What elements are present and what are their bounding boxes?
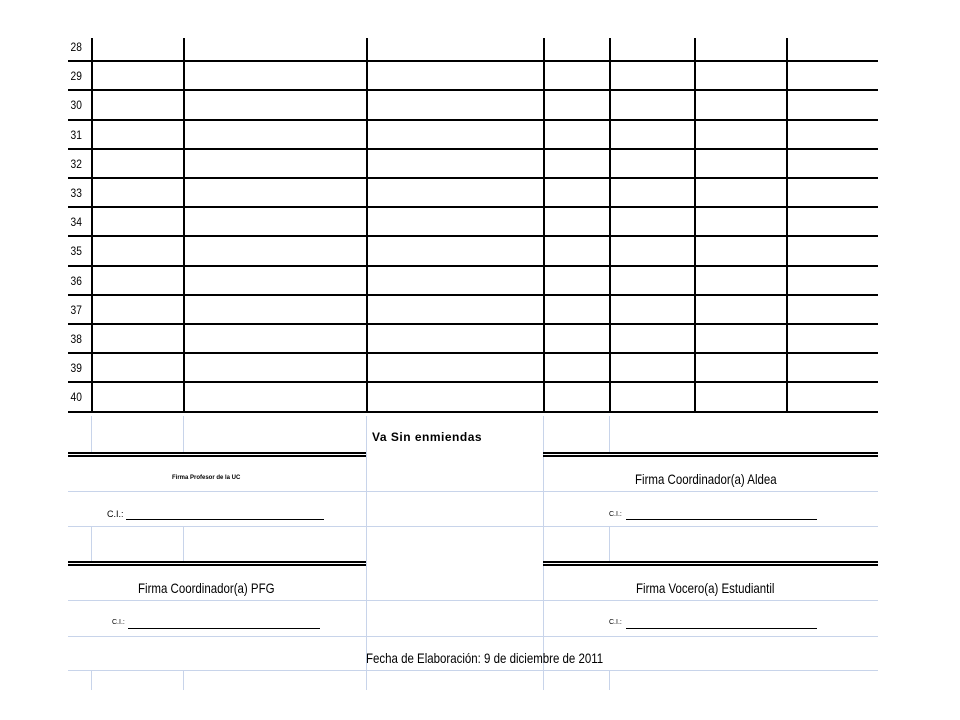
column-rule [694,38,696,413]
row-number: 35 [70,244,82,259]
cell-gridline [68,491,878,492]
sig-coord-aldea-label: Firma Coordinador(a) Aldea [635,471,777,487]
row-rule [68,89,878,91]
cell-gridline [68,670,878,671]
row-number: 31 [70,127,82,142]
cell-gridline-v [183,526,184,561]
row-rule [68,411,878,413]
row-rule [68,294,878,296]
cell-gridline-v [183,670,184,690]
cell-gridline-v [91,416,92,452]
row-number: 29 [70,69,82,84]
row-rule [68,381,878,383]
cell-gridline-v [609,526,610,561]
row-rule [68,119,878,121]
row-number: 36 [70,273,82,288]
sig-vocero-label: Firma Vocero(a) Estudiantil [636,580,775,596]
column-rule [543,38,545,413]
row-number: 32 [70,156,82,171]
ci-line-pfg [128,628,320,629]
column-rule [183,38,185,413]
row-rule [68,265,878,267]
sig-professor-label: Firma Profesor de la UC [172,475,241,481]
ci-line-vocero [626,628,817,629]
ci-label-pfg: C.I.: [112,619,125,626]
ci-line-aldea [626,519,817,520]
ci-label-professor: C.I.: [107,509,124,519]
cell-gridline-v [183,416,184,452]
cell-gridline [68,526,878,527]
row-number: 40 [70,390,82,405]
ci-line-professor [126,519,324,520]
row-rule [68,352,878,354]
row-rule [68,60,878,62]
cell-gridline-v [91,526,92,561]
cell-gridline [68,600,878,601]
double-rule-right-2 [543,561,878,566]
double-rule-left-2 [68,561,366,566]
row-number: 30 [70,98,82,113]
cell-gridline-v [91,670,92,690]
double-rule-left-1 [68,452,366,457]
cell-gridline-v [366,452,367,670]
cell-gridline-v [609,670,610,690]
row-rule [68,323,878,325]
cell-gridline-v [609,416,610,452]
row-rule [68,148,878,150]
row-number: 38 [70,332,82,346]
double-rule-right-1 [543,452,878,457]
sig-coord-pfg-label: Firma Coordinador(a) PFG [138,580,275,596]
cell-gridline [68,636,878,637]
row-rule [68,206,878,208]
row-number: 28 [70,40,82,54]
column-rule [786,38,788,413]
ci-label-aldea: C.I.: [609,511,622,518]
ci-label-vocero: C.I.: [609,619,622,626]
stamp-text: Va Sin enmiendas [372,430,483,444]
row-number: 37 [70,302,82,317]
row-number: 34 [70,215,82,230]
row-rule [68,235,878,237]
column-rule [609,38,611,413]
row-rule [68,177,878,179]
column-rule [91,38,93,413]
row-number: 39 [70,361,82,376]
row-number: 33 [70,186,82,200]
column-rule [366,38,368,413]
date-of-elaboration: Fecha de Elaboración: 9 de diciembre de 2011 [366,650,604,666]
